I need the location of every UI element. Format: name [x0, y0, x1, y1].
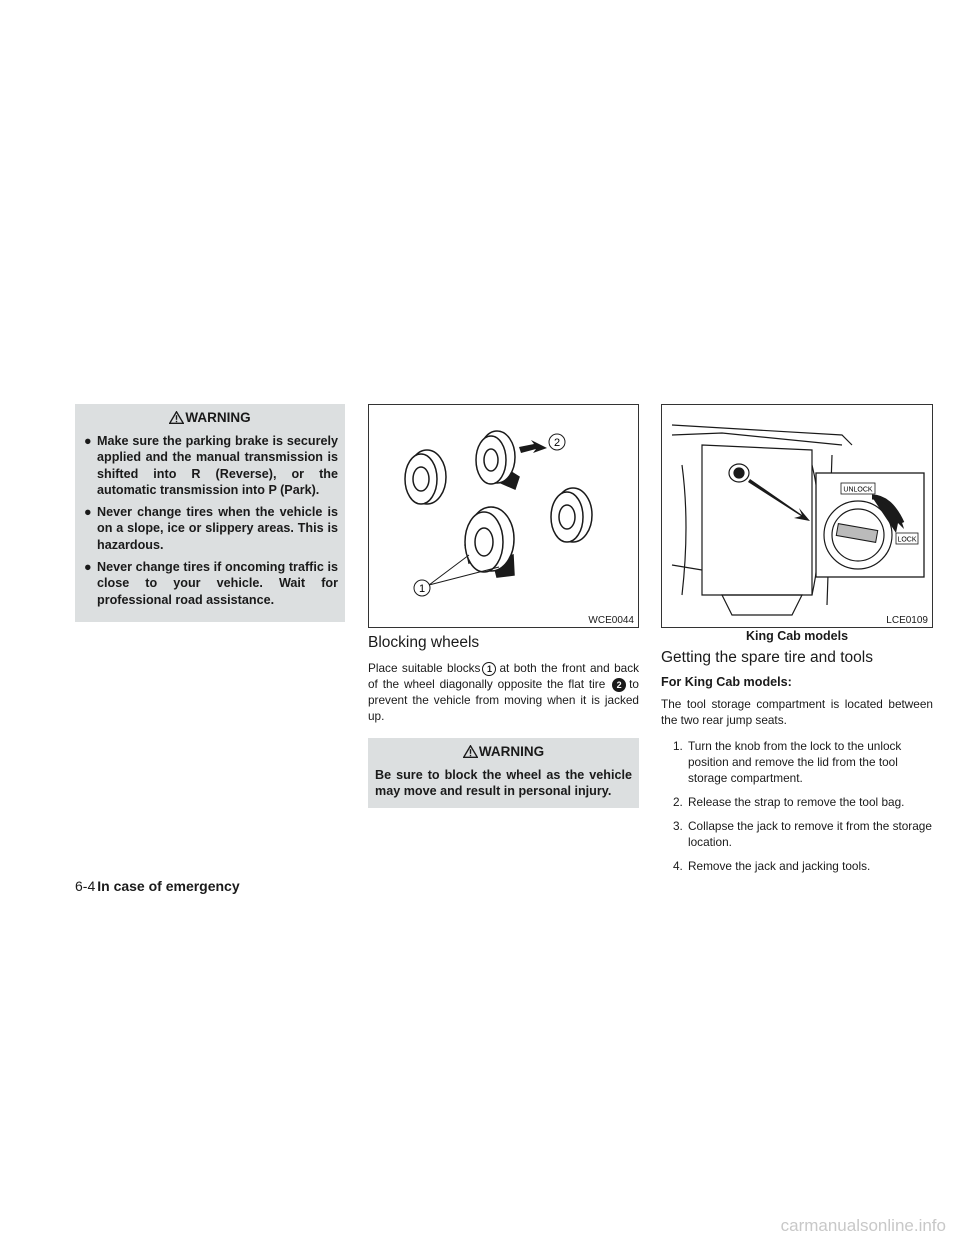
- steps-list: [661, 738, 933, 874]
- column-right: [661, 404, 933, 882]
- warning-text: Be sure to block the wheel as the vehicle may move and result in personal injury.: [375, 768, 632, 799]
- warning-item: ● Make sure the parking brake is securely applied and the manual transmission is shifted into R (Reverse), or the automatic transmission into P (Park).: [84, 434, 338, 497]
- page-footer: [75, 878, 240, 894]
- list-item: 1. Turn the knob from the lock to the unlock position and remove the lid from the tool storage compartment.: [673, 739, 902, 785]
- section-heading-blocking: Blocking wheels: [368, 634, 480, 651]
- callout-1: 1: [418, 583, 426, 595]
- blocking-paragraph: Place suitable blocks 1 at both the front and back of the wheel diagonally opposite the flat tire 2 to prevent the vehicle from moving when it is jacked up.: [368, 661, 639, 723]
- warning-triangle-icon: [463, 745, 478, 758]
- list-item: 3. Collapse the jack to remove it from the storage location.: [673, 819, 932, 849]
- warning-box-block: [368, 738, 639, 808]
- ref-2-icon: 2: [612, 678, 626, 692]
- warning-title: WARNING: [82, 410, 338, 425]
- unlock-label: UNLOCK: [843, 486, 873, 494]
- list-item: 2. Release the strap to remove the tool bag.: [673, 795, 905, 809]
- figure-wheel-blocks: [368, 404, 639, 628]
- list-item: 4. Remove the jack and jacking tools.: [673, 859, 871, 873]
- column-middle: [368, 404, 639, 808]
- bullet: ●: [84, 434, 92, 448]
- warning-title: WARNING: [375, 744, 632, 759]
- ref-1-icon: 1: [482, 662, 496, 676]
- warning-list: [82, 433, 338, 608]
- storage-lid-illustration: [662, 405, 932, 627]
- subheading-king-cab: For King Cab models:: [661, 675, 792, 689]
- lock-label: LOCK: [897, 536, 917, 544]
- warning-box-main: [75, 404, 345, 622]
- column-left: [75, 404, 345, 622]
- page-number: 6-4: [75, 878, 96, 894]
- warning-item: ● Never change tires if oncoming traffic is close to your vehicle. Wait for professional road assistance.: [84, 560, 338, 607]
- spare-intro: The tool storage compartment is located between the two rear jump seats.: [661, 697, 933, 727]
- figure-code: WCE0044: [588, 615, 634, 626]
- section-heading-spare: Getting the spare tire and tools: [661, 649, 873, 666]
- callout-2: 2: [553, 437, 561, 449]
- bullet: ●: [84, 505, 92, 520]
- warning-item: ● Never change tires when the vehicle is on a slope, ice or slippery areas. This is hazardous.: [84, 505, 338, 552]
- figure-code: LCE0109: [886, 615, 928, 626]
- figure-caption: King Cab models: [745, 629, 849, 643]
- wheel-blocks-illustration: [369, 405, 638, 627]
- figure-storage: [661, 404, 933, 628]
- watermark: carmanualsonline.info: [780, 1216, 946, 1235]
- bullet: ●: [84, 560, 92, 575]
- warning-triangle-icon: [169, 411, 184, 424]
- section-name: In case of emergency: [97, 878, 240, 894]
